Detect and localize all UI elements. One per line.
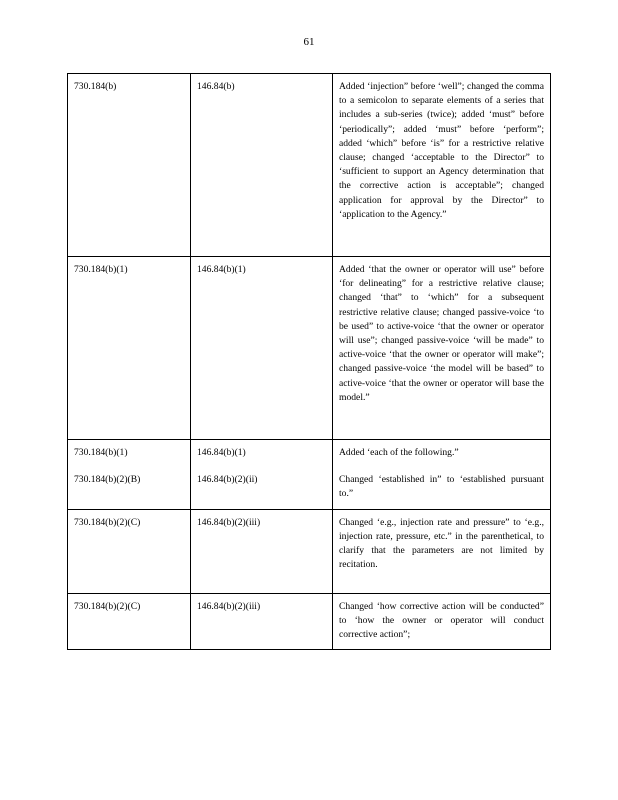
- federal-section-cell: 146.84(b)(2)(iii): [191, 593, 333, 650]
- illinois-section-cell: 730.184(b)(1): [68, 257, 191, 440]
- federal-section-line: 146.84(b)(1): [197, 447, 246, 458]
- change-description-line: Changed ‘established in” to ‘established pursuant to.”: [339, 474, 544, 500]
- change-description-cell: Changed ‘e.g., injection rate and pressure” to ‘e.g., injection rate, pressure, etc.” in the parenthetical, to clarify that the parameters are not limited by recitation.: [333, 509, 551, 593]
- change-description-cell: [333, 440, 551, 510]
- federal-section-cell: 146.84(b): [191, 74, 333, 257]
- change-description-cell: Changed ‘how corrective action will be conducted” to ‘how the owner or operator will conduct corrective action”;: [333, 593, 551, 650]
- line-gap: [197, 460, 326, 473]
- federal-section-cell: [191, 440, 333, 510]
- illinois-section-cell: 730.184(b)(2)(C): [68, 593, 191, 650]
- illinois-section-cell: 730.184(b)(2)(C): [68, 509, 191, 593]
- federal-section-cell: 146.84(b)(2)(iii): [191, 509, 333, 593]
- illinois-section-cell: 730.184(b): [68, 74, 191, 257]
- table-row: [68, 257, 551, 440]
- line-gap: [339, 460, 544, 473]
- change-description-cell: Added ‘injection” before ‘well”; changed the comma to a semicolon to separate elements of a series that includes a sub-series (twice); added ‘must” before ‘periodically”; added ‘must” before ‘perform”; added ‘which” before ‘is” for a restrictive relative clause; changed ‘acceptable to the Director” to ‘sufficient to support an Agency determination that the corrective action is acceptable”; changed application for approval by the Director” to ‘application to the Agency.”: [333, 74, 551, 257]
- table-row: [68, 74, 551, 257]
- illinois-section-line: 730.184(b)(1): [74, 447, 128, 458]
- federal-section-line: 146.84(b)(2)(ii): [197, 474, 258, 486]
- line-gap: [74, 460, 184, 473]
- page-number: 61: [303, 36, 315, 48]
- table-row: [68, 440, 551, 510]
- illinois-section-line: 730.184(b)(2)(B): [74, 474, 141, 486]
- derivation-table: [67, 73, 551, 650]
- table-row: [68, 509, 551, 593]
- change-description-cell: Added ‘that the owner or operator will use” before ‘for delineating” for a restrictive relative clause; changed ‘that” to ‘which” for a subsequent restrictive relative clause; changed passive-voice ‘to be used” to active-voice ‘that the owner or operator will use”; changed passive-voice ‘will be made” to active-voice ‘that the owner or operator will make”; changed passive-voice ‘the model will be based” to active-voice ‘that the owner or operator will base the model.”: [333, 257, 551, 440]
- federal-section-cell: 146.84(b)(1): [191, 257, 333, 440]
- illinois-section-cell: [68, 440, 191, 510]
- table-row: [68, 593, 551, 650]
- change-description-line: Added ‘each of the following.”: [339, 447, 459, 458]
